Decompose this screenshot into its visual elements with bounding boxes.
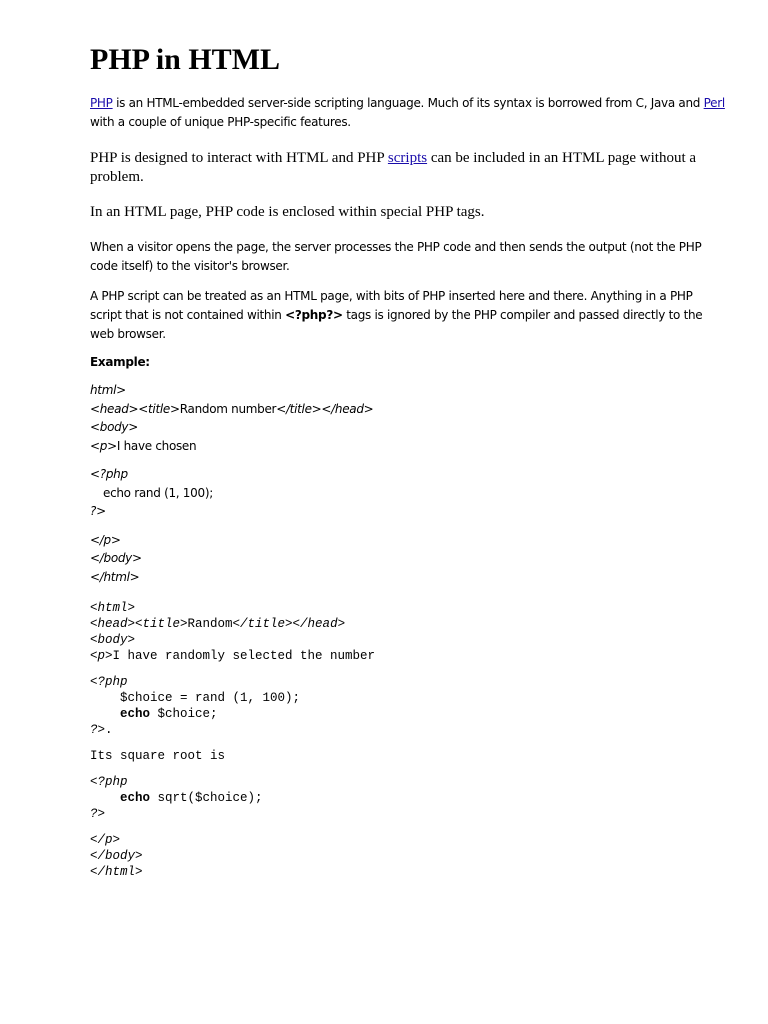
- code-line: </html>: [90, 569, 140, 584]
- code-line: <head><title>Random number</title></head>: [90, 401, 374, 416]
- code-line: </body>: [90, 551, 142, 565]
- code-line: <body>: [90, 420, 138, 434]
- code-line: <?php: [90, 775, 128, 789]
- example-label: Example:: [90, 355, 150, 369]
- script-text: A PHP script can be treated as an HTML page, with bits of PHP inserted here and there. Anything in a PHP script that is not contained within: [90, 289, 693, 322]
- intro-text: is an HTML-embedded server-side scripting language. Much of its syntax is borrowed from C, Java and: [112, 96, 704, 110]
- page-title: PHP in HTML: [90, 43, 281, 76]
- intro-paragraph: [90, 94, 730, 132]
- code-line: echo sqrt($choice);: [120, 791, 263, 805]
- code-line: <p>I have randomly selected the number: [90, 649, 376, 663]
- code-line: <?php: [90, 467, 128, 481]
- code-line: echo $choice;: [120, 707, 218, 721]
- perl-link[interactable]: Perl: [703, 96, 725, 110]
- code-line: echo rand (1, 100);: [103, 485, 213, 500]
- scripts-link[interactable]: scripts: [387, 150, 428, 166]
- design-paragraph: [90, 149, 730, 187]
- code-line: Its square root is: [90, 749, 226, 763]
- code-line: $choice = rand (1, 100);: [120, 691, 301, 705]
- code-line: </p>: [90, 532, 121, 547]
- php-link[interactable]: PHP: [90, 96, 113, 110]
- code-line: ?>: [90, 807, 106, 821]
- script-paragraph: [90, 287, 722, 344]
- code-line: <html>: [90, 601, 136, 615]
- code-line: <head><title>Random</title></head>: [90, 617, 346, 631]
- code-line: <p>I have chosen: [90, 438, 197, 453]
- code-example-1: [90, 381, 730, 586]
- design-text: PHP is designed to interact with HTML and PHP: [90, 150, 388, 166]
- code-line: </p>: [90, 833, 121, 847]
- code-line: ?>: [90, 504, 106, 518]
- code-line: ?>.: [90, 723, 113, 737]
- code-line: </html>: [90, 865, 143, 879]
- tags-paragraph: In an HTML page, PHP code is enclosed within special PHP tags.: [90, 204, 485, 220]
- php-tag-text: <?php?>: [285, 308, 343, 322]
- processing-paragraph: When a visitor opens the page, the server processes the PHP code and then sends the output (not the PHP code itself) to the visitor's browser.: [90, 240, 702, 273]
- code-example-2: [90, 600, 730, 880]
- code-line: </body>: [90, 849, 143, 863]
- code-line: <body>: [90, 633, 136, 647]
- script-text-2: tags is ignored by the PHP compiler and passed directly to the web browser.: [90, 308, 703, 341]
- intro-text-2: with a couple of unique PHP-specific features.: [90, 115, 351, 129]
- code-line: <?php: [90, 675, 128, 689]
- code-line: html>: [90, 383, 126, 397]
- design-text-2: can be included in an HTML page without a problem.: [90, 150, 697, 185]
